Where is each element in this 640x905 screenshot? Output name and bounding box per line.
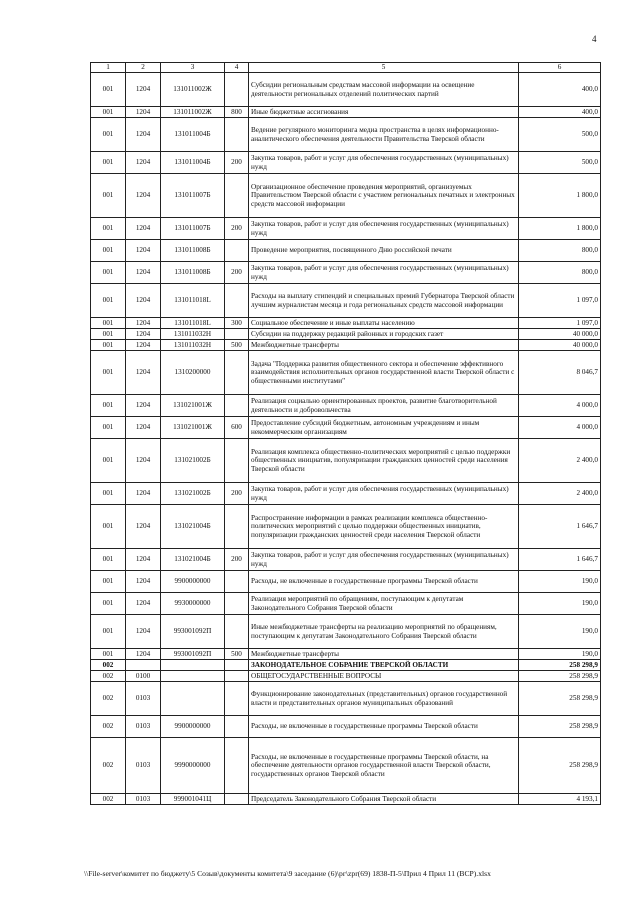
cell-expense-type: 200 [225,483,249,505]
cell-section: 0100 [126,671,161,682]
cell-expense-type [225,439,249,483]
cell-expense-type [225,593,249,615]
cell-amount: 8 046,7 [519,351,601,395]
table-row [91,738,601,794]
cell-target-article: 9900000000 [161,716,225,738]
table-row [91,240,601,262]
cell-amount: 258 298,9 [519,738,601,794]
cell-ministry: 001 [91,649,126,660]
cell-description: Организационное обеспечение проведения мероприятий, организуемых Правительством Тверской области с участием региональных печатных и электронных средств массовой информации [249,174,519,218]
header-col-2: 2 [126,63,161,73]
cell-expense-type [225,395,249,417]
cell-description: Проведение мероприятия, посвященного Дню российской печати [249,240,519,262]
cell-section: 0103 [126,682,161,716]
cell-ministry: 002 [91,660,126,671]
cell-amount: 1 097,0 [519,318,601,329]
cell-section: 1204 [126,340,161,351]
cell-ministry: 002 [91,794,126,805]
cell-amount: 40 000,0 [519,329,601,340]
cell-ministry: 001 [91,284,126,318]
cell-amount: 40 000,0 [519,340,601,351]
cell-target-article: 131011004Б [161,152,225,174]
cell-section: 0103 [126,738,161,794]
table-row [91,682,601,716]
cell-ministry: 001 [91,351,126,395]
cell-amount: 1 646,7 [519,549,601,571]
cell-amount: 1 800,0 [519,218,601,240]
cell-section: 1204 [126,615,161,649]
table-row [91,649,601,660]
table-body [91,73,601,805]
cell-expense-type [225,240,249,262]
cell-amount: 258 298,9 [519,660,601,671]
cell-expense-type [225,738,249,794]
table-row [91,593,601,615]
cell-target-article: 131021001Ж [161,417,225,439]
cell-amount: 258 298,9 [519,716,601,738]
cell-section: 1204 [126,284,161,318]
cell-description: Реализация социально ориентированных проектов, развитие благотворительной деятельности и добровольчества [249,395,519,417]
cell-section: 1204 [126,483,161,505]
cell-expense-type: 500 [225,649,249,660]
table-row [91,107,601,118]
cell-amount: 190,0 [519,649,601,660]
table-row [91,615,601,649]
table-row [91,318,601,329]
cell-expense-type [225,682,249,716]
cell-target-article: 131011004Б [161,118,225,152]
table-row [91,483,601,505]
cell-section: 1204 [126,571,161,593]
cell-description: Расходы, не включенные в государственные программы Тверской области, на обеспечение деятельности органов государственной власти Тверской области, государственных органов Тверской области [249,738,519,794]
cell-section: 1204 [126,318,161,329]
cell-amount: 4 000,0 [519,417,601,439]
budget-table [90,62,601,805]
cell-target-article [161,682,225,716]
cell-expense-type: 200 [225,262,249,284]
cell-section: 1204 [126,439,161,483]
cell-section: 1204 [126,218,161,240]
cell-target-article: 131011002Ж [161,73,225,107]
cell-description: Субсидии региональным средствам массовой информации на освещение деятельности региональных отделений политических партий [249,73,519,107]
cell-ministry: 001 [91,549,126,571]
cell-target-article: 993001092П [161,615,225,649]
cell-ministry: 001 [91,329,126,340]
cell-target-article: 9900000000 [161,571,225,593]
cell-amount: 4 000,0 [519,395,601,417]
cell-ministry: 001 [91,615,126,649]
cell-ministry: 001 [91,505,126,549]
header-col-3: 3 [161,63,225,73]
cell-expense-type: 500 [225,340,249,351]
cell-amount: 2 400,0 [519,483,601,505]
table-row [91,671,601,682]
cell-expense-type [225,615,249,649]
cell-amount: 1 646,7 [519,505,601,549]
cell-amount: 800,0 [519,262,601,284]
cell-target-article: 131011007Б [161,174,225,218]
table-row [91,439,601,483]
cell-amount: 4 193,1 [519,794,601,805]
table-row [91,794,601,805]
cell-expense-type: 200 [225,549,249,571]
cell-description: Расходы на выплату стипендий и специальных премий Губернатора Тверской области лучшим журналистам месяца и года региональных средств массовой информации [249,284,519,318]
cell-description: Социальное обеспечение и иные выплаты населению [249,318,519,329]
cell-section: 1204 [126,417,161,439]
table-row [91,417,601,439]
cell-ministry: 001 [91,152,126,174]
cell-expense-type [225,118,249,152]
cell-amount: 190,0 [519,571,601,593]
table-row [91,660,601,671]
cell-expense-type [225,351,249,395]
cell-amount: 190,0 [519,615,601,649]
cell-ministry: 001 [91,593,126,615]
cell-ministry: 001 [91,571,126,593]
cell-ministry: 001 [91,107,126,118]
cell-description: Реализация комплекса общественно-политических мероприятий с целью поддержки общественных инициатив, популяризации гражданских ценностей среди населения Тверской области [249,439,519,483]
cell-description: Реализация мероприятий по обращениям, поступающим к депутатам Законодательного Собрания Тверской области [249,593,519,615]
cell-description: Закупка товаров, работ и услуг для обеспечения государственных (муниципальных) нужд [249,218,519,240]
cell-target-article [161,671,225,682]
cell-section: 1204 [126,240,161,262]
cell-section: 1204 [126,262,161,284]
cell-ministry: 001 [91,439,126,483]
cell-target-article: 131021001Ж [161,395,225,417]
cell-ministry: 001 [91,73,126,107]
cell-description: ОБЩЕГОСУДАРСТВЕННЫЕ ВОПРОСЫ [249,671,519,682]
cell-description: Закупка товаров, работ и услуг для обеспечения государственных (муниципальных) нужд [249,483,519,505]
table-row [91,118,601,152]
header-col-4: 4 [225,63,249,73]
cell-target-article: 993001092П [161,649,225,660]
cell-section: 1204 [126,73,161,107]
cell-expense-type [225,671,249,682]
cell-target-article: 131021002Б [161,483,225,505]
cell-section: 1204 [126,593,161,615]
table-row [91,152,601,174]
cell-amount: 2 400,0 [519,439,601,483]
cell-target-article: 131011032Н [161,340,225,351]
cell-target-article: 131021004Б [161,505,225,549]
cell-expense-type: 200 [225,218,249,240]
cell-section: 1204 [126,118,161,152]
cell-description: ЗАКОНОДАТЕЛЬНОЕ СОБРАНИЕ ТВЕРСКОЙ ОБЛАСТИ [249,660,519,671]
cell-section: 1204 [126,107,161,118]
cell-target-article: 131011032Н [161,329,225,340]
table-row [91,329,601,340]
cell-section [126,660,161,671]
cell-target-article: 131021002Б [161,439,225,483]
table-row [91,549,601,571]
cell-target-article: 9930000000 [161,593,225,615]
cell-target-article: 131011008Б [161,240,225,262]
cell-ministry: 001 [91,240,126,262]
cell-expense-type [225,660,249,671]
cell-target-article: 9990000000 [161,738,225,794]
cell-ministry: 001 [91,318,126,329]
cell-description: Председатель Законодательного Собрания Тверской области [249,794,519,805]
table-row [91,351,601,395]
cell-description: Закупка товаров, работ и услуг для обеспечения государственных (муниципальных) нужд [249,152,519,174]
cell-section: 1204 [126,649,161,660]
cell-ministry: 002 [91,671,126,682]
cell-amount: 1 097,0 [519,284,601,318]
cell-target-article: 131011008Б [161,262,225,284]
table-row [91,174,601,218]
cell-description: Распространение информации в рамках реализации комплекса общественно-политических мероприятий с целью поддержки общественных инициатив, популяризации гражданских ценностей среди населения Тверской области [249,505,519,549]
cell-ministry: 002 [91,716,126,738]
table-row [91,262,601,284]
cell-expense-type: 600 [225,417,249,439]
cell-section: 1204 [126,329,161,340]
cell-target-article: 131011018L [161,318,225,329]
cell-amount: 500,0 [519,118,601,152]
cell-ministry: 001 [91,340,126,351]
cell-description: Закупка товаров, работ и услуг для обеспечения государственных (муниципальных) нужд [249,549,519,571]
cell-section: 1204 [126,395,161,417]
cell-description: Межбюджетные трансферты [249,340,519,351]
cell-amount: 1 800,0 [519,174,601,218]
cell-amount: 190,0 [519,593,601,615]
cell-section: 1204 [126,152,161,174]
cell-target-article: 131011002Ж [161,107,225,118]
cell-description: Расходы, не включенные в государственные программы Тверской области [249,716,519,738]
cell-section: 1204 [126,549,161,571]
cell-description: Межбюджетные трансферты [249,649,519,660]
cell-ministry: 001 [91,483,126,505]
cell-expense-type [225,571,249,593]
table-row [91,340,601,351]
cell-ministry: 001 [91,417,126,439]
table-row [91,716,601,738]
cell-section: 1204 [126,505,161,549]
cell-expense-type [225,505,249,549]
table-row [91,218,601,240]
cell-description: Задача "Поддержка развития общественного сектора и обеспечение эффективного взаимодействия исполнительных органов государственной власти Тверской области с общественными институтами" [249,351,519,395]
file-path-footer: \\File-server\комитет по бюджету\5 Созыв\документы комитета\9 заседание (6)\рг\zpr(69) 1838-П-5\Прил 4 Прил 11 (ВСР).xlsx [84,869,491,878]
table-row [91,284,601,318]
cell-amount: 400,0 [519,107,601,118]
cell-description: Ведение регулярного мониторинга медиа пространства в целях информационно-аналитического обеспечения деятельности Правительства Тверской области [249,118,519,152]
cell-ministry: 001 [91,395,126,417]
cell-expense-type [225,716,249,738]
cell-section: 1204 [126,351,161,395]
header-col-6: 6 [519,63,601,73]
cell-description: Иные межбюджетные трансферты на реализацию мероприятий по обращениям, поступающим к депутатам Законодательного Собрания Тверской области [249,615,519,649]
cell-ministry: 001 [91,174,126,218]
cell-description: Предоставление субсидий бюджетным, автономным учреждениям и иным некоммерческим организациям [249,417,519,439]
cell-section: 1204 [126,174,161,218]
cell-target-article: 131011007Б [161,218,225,240]
cell-description: Субсидии на поддержку редакций районных и городских газет [249,329,519,340]
page-number: 4 [592,34,597,44]
cell-target-article: 131011018L [161,284,225,318]
cell-expense-type [225,329,249,340]
cell-description: Иные бюджетные ассигнования [249,107,519,118]
cell-target-article [161,660,225,671]
cell-description: Функционирование законодательных (представительных) органов государственной власти и представительных органов муниципальных образований [249,682,519,716]
cell-expense-type [225,73,249,107]
cell-target-article: 131021004Б [161,549,225,571]
cell-description: Закупка товаров, работ и услуг для обеспечения государственных (муниципальных) нужд [249,262,519,284]
cell-amount: 500,0 [519,152,601,174]
cell-expense-type: 200 [225,152,249,174]
header-col-5: 5 [249,63,519,73]
table-row [91,73,601,107]
cell-ministry: 001 [91,262,126,284]
cell-expense-type: 300 [225,318,249,329]
table-row [91,395,601,417]
cell-expense-type [225,174,249,218]
cell-amount: 258 298,9 [519,682,601,716]
cell-section: 0103 [126,716,161,738]
cell-ministry: 002 [91,738,126,794]
header-col-1: 1 [91,63,126,73]
cell-target-article: 999001041Ц [161,794,225,805]
cell-expense-type [225,794,249,805]
table-row [91,505,601,549]
cell-ministry: 001 [91,118,126,152]
cell-section: 0103 [126,794,161,805]
cell-ministry: 002 [91,682,126,716]
cell-description: Расходы, не включенные в государственные программы Тверской области [249,571,519,593]
table-header-row [91,63,601,73]
cell-amount: 258 298,9 [519,671,601,682]
cell-amount: 400,0 [519,73,601,107]
cell-ministry: 001 [91,218,126,240]
cell-expense-type: 800 [225,107,249,118]
cell-expense-type [225,284,249,318]
cell-amount: 800,0 [519,240,601,262]
cell-target-article: 1310200000 [161,351,225,395]
table-row [91,571,601,593]
